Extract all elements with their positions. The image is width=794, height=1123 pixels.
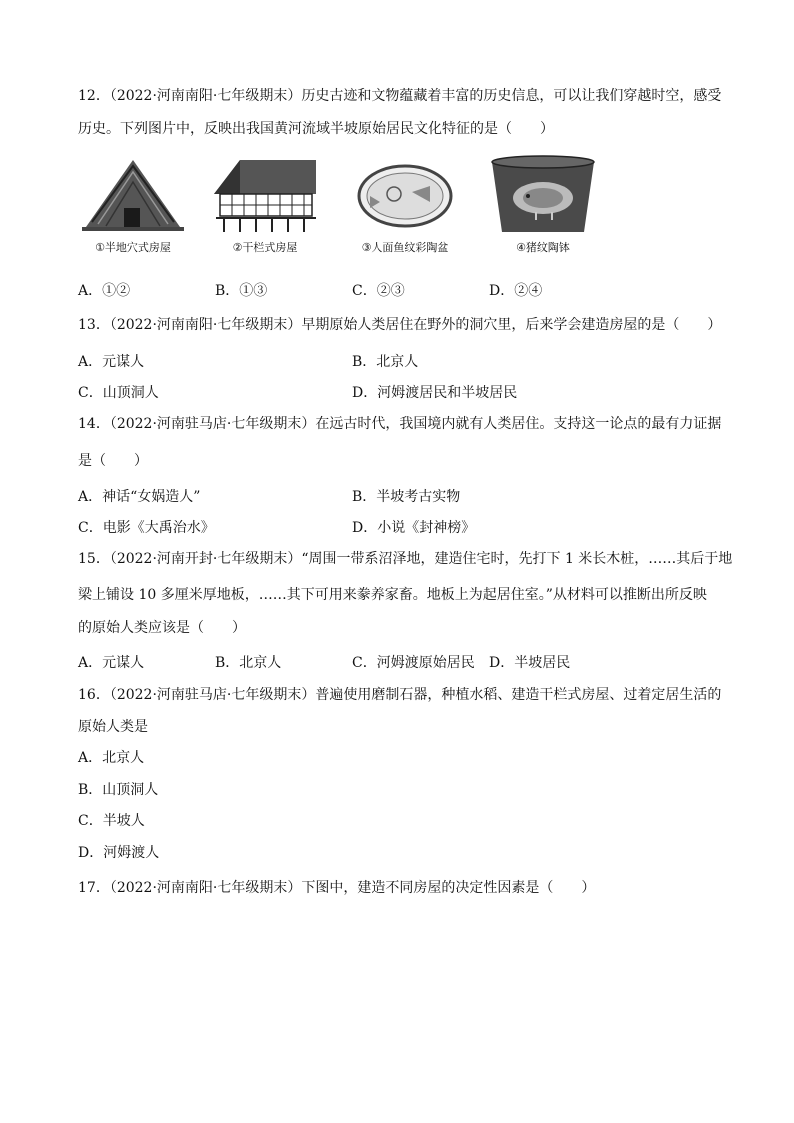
caption-1: ①半地穴式房屋 <box>95 241 171 254</box>
q15-option-a[interactable]: A．元谋人 <box>78 655 145 671</box>
figure-semi-subterranean-house <box>78 152 188 262</box>
q12-option-a[interactable]: A．①② <box>78 283 131 299</box>
q16-option-c[interactable]: C．半坡人 <box>78 813 145 829</box>
q13-option-a[interactable]: A．元谋人 <box>78 354 145 370</box>
q15-option-c[interactable]: C．河姆渡原始居民 <box>352 655 475 671</box>
q14-option-a[interactable]: A．神话“女娲造人” <box>78 489 201 505</box>
q14-line-1: 14．（2022·河南驻马店·七年级期末）在远古时代，我国境内就有人类居住。支持这一论点的最有力证据 <box>78 416 722 432</box>
q12-line-1: 12．（2022·河南南阳·七年级期末）历史古迹和文物蕴藏着丰富的历史信息，可以让我们穿越时空，感受 <box>78 88 722 104</box>
q15-line-1: 15．（2022·河南开封·七年级期末）“周围一带系沼泽地，建造住宅时，先打下 1 米长木桩，……其后于地 <box>78 551 733 567</box>
q17-line-1: 17．（2022·河南南阳·七年级期末）下图中，建造不同房屋的决定性因素是（ ） <box>78 880 596 896</box>
caption-3: ③人面鱼纹彩陶盆 <box>361 241 449 254</box>
q16-line-1: 16．（2022·河南驻马店·七年级期末）普遍使用磨制石器，种植水稻、建造干栏式房屋、过着定居生活的 <box>78 687 722 703</box>
semi-subterranean-house-image <box>78 152 188 240</box>
figure-stilt-house <box>210 152 320 262</box>
q16-option-a[interactable]: A．北京人 <box>78 750 145 766</box>
q14-line-2: 是（ ） <box>78 453 148 469</box>
q14-option-b[interactable]: B．半坡考古实物 <box>352 489 461 505</box>
q13-option-d[interactable]: D．河姆渡居民和半坡居民 <box>352 385 518 401</box>
q12-option-b[interactable]: B．①③ <box>215 283 268 299</box>
q12-option-c[interactable]: C．②③ <box>352 283 405 299</box>
q12-figures <box>78 152 598 262</box>
q14-option-d[interactable]: D．小说《封神榜》 <box>352 520 476 536</box>
q13-option-b[interactable]: B．北京人 <box>352 354 419 370</box>
q15-line-3: 的原始人类应该是（ ） <box>78 620 246 636</box>
q14-option-c[interactable]: C．电影《大禹治水》 <box>78 520 215 536</box>
figure-pig-pattern-bowl <box>488 152 598 262</box>
figure-painted-pottery-basin <box>350 152 460 262</box>
q12-option-d[interactable]: D．②④ <box>489 283 543 299</box>
stilt-house-image <box>210 152 320 240</box>
q13-option-c[interactable]: C．山顶洞人 <box>78 385 159 401</box>
caption-4: ④猪纹陶钵 <box>516 241 570 254</box>
q16-line-2: 原始人类是 <box>78 719 148 735</box>
painted-pottery-basin-image <box>350 152 460 240</box>
q12-line-2: 历史。下列图片中，反映出我国黄河流域半坡原始居民文化特征的是（ ） <box>78 121 554 137</box>
q16-option-b[interactable]: B．山顶洞人 <box>78 782 159 798</box>
q13-line-1: 13．（2022·河南南阳·七年级期末）早期原始人类居住在野外的洞穴里，后来学会建造房屋的是（ ） <box>78 317 722 333</box>
q16-option-d[interactable]: D．河姆渡人 <box>78 845 160 861</box>
pig-pattern-bowl-image <box>488 152 598 240</box>
caption-2: ②干栏式房屋 <box>232 241 298 254</box>
q15-line-2: 梁上铺设 10 多厘米厚地板，……其下可用来豢养家畜。地板上为起居住室。”从材料可以推断出所反映 <box>78 587 707 603</box>
q15-option-b[interactable]: B．北京人 <box>215 655 282 671</box>
q15-option-d[interactable]: D．半坡居民 <box>489 655 571 671</box>
